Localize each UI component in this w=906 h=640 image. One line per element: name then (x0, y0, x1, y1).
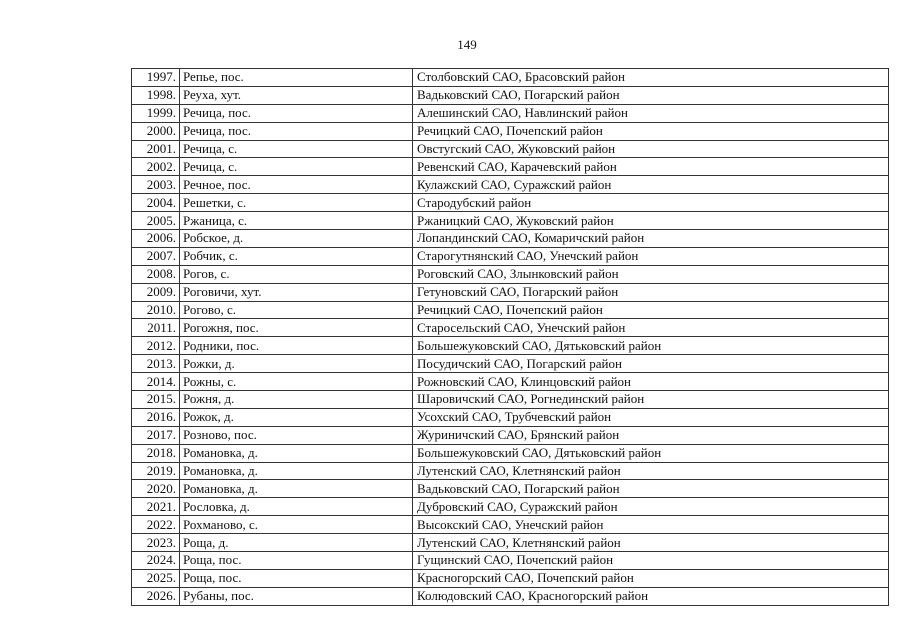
settlement-name: Романовка, д. (180, 444, 413, 462)
row-number: 2019. (132, 462, 180, 480)
row-number: 2005. (132, 212, 180, 230)
settlement-name: Роща, пос. (180, 552, 413, 570)
settlement-name: Рогожня, пос. (180, 319, 413, 337)
administrative-district: Ревенский САО, Карачевский район (413, 158, 889, 176)
row-number: 2022. (132, 516, 180, 534)
settlement-name: Рогово, с. (180, 301, 413, 319)
table-row (132, 283, 889, 301)
administrative-district: Лутенский САО, Клетнянский район (413, 534, 889, 552)
administrative-district: Речицкий САО, Почепский район (413, 122, 889, 140)
table-row (132, 194, 889, 212)
administrative-district: Большежуковский САО, Дятьковский район (413, 337, 889, 355)
settlement-name: Речица, пос. (180, 122, 413, 140)
administrative-district: Алешинский САО, Навлинский район (413, 104, 889, 122)
table-row (132, 140, 889, 158)
table-row (132, 462, 889, 480)
administrative-district: Старогутнянский САО, Унечский район (413, 247, 889, 265)
administrative-district: Высокский САО, Унечский район (413, 516, 889, 534)
settlement-name: Родники, пос. (180, 337, 413, 355)
settlement-name: Роща, д. (180, 534, 413, 552)
row-number: 2012. (132, 337, 180, 355)
table-row (132, 552, 889, 570)
table-row (132, 104, 889, 122)
administrative-district: Ржаницкий САО, Жуковский район (413, 212, 889, 230)
settlement-name: Рожки, д. (180, 355, 413, 373)
row-number: 2003. (132, 176, 180, 194)
settlement-name: Рожны, с. (180, 373, 413, 391)
table-row (132, 69, 889, 87)
row-number: 1999. (132, 104, 180, 122)
table-row (132, 122, 889, 140)
row-number: 1997. (132, 69, 180, 87)
table-row (132, 176, 889, 194)
row-number: 1998. (132, 86, 180, 104)
administrative-district: Речицкий САО, Почепский район (413, 301, 889, 319)
row-number: 2009. (132, 283, 180, 301)
administrative-district: Лопандинский САО, Комаричский район (413, 230, 889, 248)
table-row (132, 265, 889, 283)
administrative-district: Вадьковский САО, Погарский район (413, 480, 889, 498)
settlement-name: Рохманово, с. (180, 516, 413, 534)
row-number: 2010. (132, 301, 180, 319)
row-number: 2007. (132, 247, 180, 265)
row-number: 2000. (132, 122, 180, 140)
settlement-name: Речица, с. (180, 158, 413, 176)
row-number: 2006. (132, 230, 180, 248)
table-row (132, 516, 889, 534)
row-number: 2025. (132, 569, 180, 587)
settlement-name: Речица, пос. (180, 104, 413, 122)
row-number: 2002. (132, 158, 180, 176)
table-row (132, 319, 889, 337)
settlement-name: Рубаны, пос. (180, 587, 413, 605)
settlement-name: Реуха, хут. (180, 86, 413, 104)
table-row (132, 158, 889, 176)
administrative-district: Посудичский САО, Погарский район (413, 355, 889, 373)
table-row (132, 212, 889, 230)
row-number: 2004. (132, 194, 180, 212)
administrative-district: Рожновский САО, Клинцовский район (413, 373, 889, 391)
administrative-district: Старосельский САО, Унечский район (413, 319, 889, 337)
row-number: 2023. (132, 534, 180, 552)
settlement-name: Рословка, д. (180, 498, 413, 516)
administrative-district: Гетуновский САО, Погарский район (413, 283, 889, 301)
administrative-district: Усохский САО, Трубчевский район (413, 408, 889, 426)
administrative-district: Гущинский САО, Почепский район (413, 552, 889, 570)
row-number: 2016. (132, 408, 180, 426)
administrative-district: Лутенский САО, Клетнянский район (413, 462, 889, 480)
settlement-name: Роговичи, хут. (180, 283, 413, 301)
row-number: 2013. (132, 355, 180, 373)
row-number: 2018. (132, 444, 180, 462)
administrative-district: Стародубский район (413, 194, 889, 212)
table-row (132, 408, 889, 426)
settlement-name: Рожня, д. (180, 391, 413, 409)
settlement-name: Репье, пос. (180, 69, 413, 87)
row-number: 2017. (132, 426, 180, 444)
row-number: 2020. (132, 480, 180, 498)
table-row (132, 86, 889, 104)
table-row (132, 247, 889, 265)
administrative-district: Овстугский САО, Жуковский район (413, 140, 889, 158)
administrative-district: Красногорский САО, Почепский район (413, 569, 889, 587)
administrative-district: Колюдовский САО, Красногорский район (413, 587, 889, 605)
settlement-name: Речица, с. (180, 140, 413, 158)
administrative-district: Журиничский САО, Брянский район (413, 426, 889, 444)
table-row (132, 337, 889, 355)
page-number: 149 (457, 37, 477, 52)
table-row (132, 498, 889, 516)
administrative-district: Кулажский САО, Суражский район (413, 176, 889, 194)
settlement-name: Романовка, д. (180, 480, 413, 498)
settlement-name: Речное, пос. (180, 176, 413, 194)
settlement-name: Роща, пос. (180, 569, 413, 587)
row-number: 2021. (132, 498, 180, 516)
row-number: 2001. (132, 140, 180, 158)
table-row (132, 569, 889, 587)
administrative-district: Столбовский САО, Брасовский район (413, 69, 889, 87)
table-row (132, 230, 889, 248)
administrative-district: Роговский САО, Злынковский район (413, 265, 889, 283)
settlement-name: Ржаница, с. (180, 212, 413, 230)
settlement-name: Робское, д. (180, 230, 413, 248)
administrative-district: Большежуковский САО, Дятьковский район (413, 444, 889, 462)
settlement-name: Робчик, с. (180, 247, 413, 265)
row-number: 2015. (132, 391, 180, 409)
settlements-table-body (132, 69, 889, 606)
settlement-name: Розново, пос. (180, 426, 413, 444)
settlement-name: Рожок, д. (180, 408, 413, 426)
table-row (132, 391, 889, 409)
table-row (132, 480, 889, 498)
row-number: 2014. (132, 373, 180, 391)
settlement-name: Рогов, с. (180, 265, 413, 283)
row-number: 2024. (132, 552, 180, 570)
administrative-district: Шаровичский САО, Рогнединский район (413, 391, 889, 409)
table-row (132, 534, 889, 552)
table-row (132, 373, 889, 391)
administrative-district: Вадьковский САО, Погарский район (413, 86, 889, 104)
table-row (132, 301, 889, 319)
administrative-district: Дубровский САО, Суражский район (413, 498, 889, 516)
table-row (132, 444, 889, 462)
settlement-name: Решетки, с. (180, 194, 413, 212)
row-number: 2008. (132, 265, 180, 283)
table-row (132, 587, 889, 605)
settlements-table (131, 68, 889, 606)
settlement-name: Романовка, д. (180, 462, 413, 480)
row-number: 2011. (132, 319, 180, 337)
row-number: 2026. (132, 587, 180, 605)
table-row (132, 426, 889, 444)
table-row (132, 355, 889, 373)
